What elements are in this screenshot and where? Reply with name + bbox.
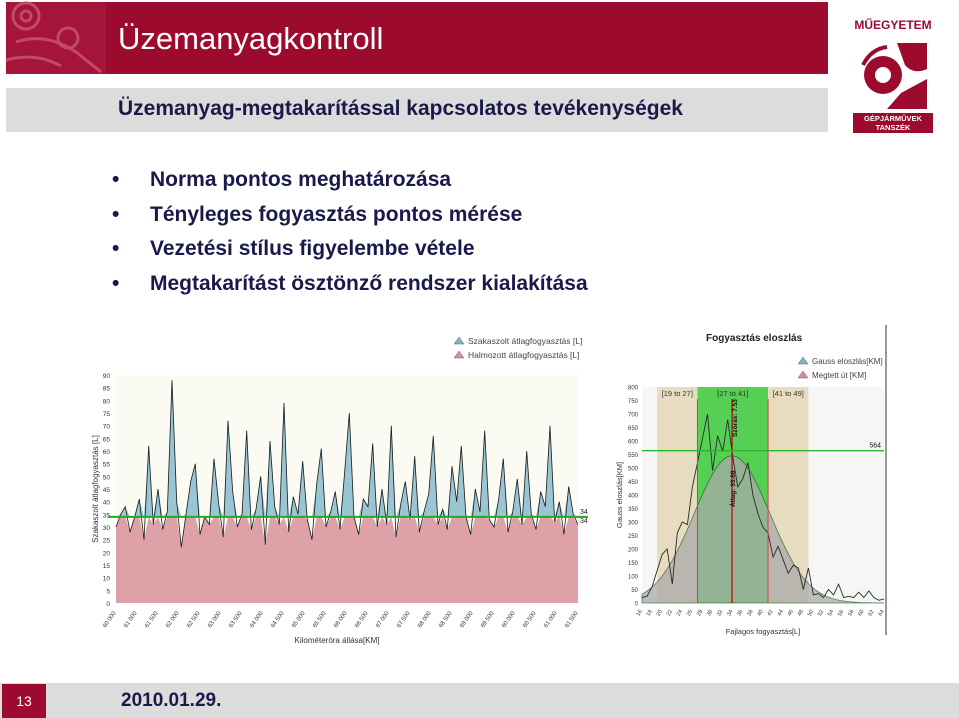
bullet-text: Norma pontos meghatározása [150,168,452,191]
x-tick-label: 68 500 [438,610,454,630]
band-label: [41 to 49] [772,389,804,398]
band-label: [27 to 41] [717,389,749,398]
x-tick-label: 60 000 [501,610,517,630]
chart-title: Fogyasztás eloszlás [706,333,803,344]
x-tick-label: 60 500 [522,610,538,630]
x-tick-label: 66 000 [333,610,349,630]
y-tick-label: 550 [627,453,638,459]
x-tick-label: 69 500 [480,610,496,630]
x-tick-label: 52 [816,609,826,618]
consumption-distribution-chart [598,325,890,640]
x-tick-label: 56 [837,609,846,618]
x-tick-label: 67 500 [396,610,412,630]
legend-label: Szakaszolt átlagfogyasztás [L] [468,336,583,346]
legend-marker [798,371,808,378]
x-tick-label: 61 500 [144,610,160,630]
bullet-text: Megtakarítást ösztönző rendszer kialakítása [150,271,588,295]
x-tick-label: 62 [867,609,876,618]
band-label: [19 to 27] [661,389,693,398]
avg-label: Átlag: 33.86 [730,470,738,507]
y-tick-label: 40 [102,499,110,507]
x-tick-label: 18 [645,609,654,618]
logo-bottom-box [853,113,933,133]
slide-date: 2010.01.29. [121,690,222,711]
bullet-item [112,168,588,203]
bullet-list [112,168,588,306]
legend-label: Halmozott átlagfogyasztás [L] [468,350,580,360]
bullet-text: Vezetési stílus figyelembe vétele [150,237,475,260]
y-tick-label: 50 [102,474,110,482]
y-tick-label: 60 [102,449,110,456]
y-tick-label: 700 [627,412,638,419]
y-tick-label: 5 [106,588,110,596]
x-tick-label: 42 [766,609,775,618]
y-tick-label: 0 [634,601,638,608]
x-tick-label: 26 [685,609,695,618]
x-tick-label: 46 [786,609,795,618]
y-tick-label: 200 [627,547,638,554]
title-bar [6,2,828,74]
x-tick-label: 61 500 [564,610,580,630]
x-tick-label: 65 500 [312,610,328,630]
x-tick-label: 66 500 [354,610,370,630]
y-tick-label: 10 [102,575,110,583]
x-tick-label: 61 000 [123,610,139,630]
x-tick-label: 60 [857,609,866,618]
y-tick-label: 20 [102,550,110,558]
y-tick-label: 450 [627,480,638,486]
reference-label: 564 [869,442,881,450]
car-silhouette-icon [6,2,106,74]
bullet-icon: • [112,271,120,295]
legend-label: Gauss eloszlás[KM] [812,357,883,366]
y-tick-label: 80 [102,398,110,406]
bullet-item [112,237,588,272]
slide-subtitle: Üzemanyag-megtakarítással kapcsolatos tevékenységek [118,97,683,120]
x-tick-label: 24 [675,609,685,618]
y-tick-label: 650 [627,426,638,432]
y-tick-label: 65 [102,436,110,444]
x-tick-label: 63 000 [207,610,223,630]
university-logo [851,18,935,134]
legend-label: Megtett út [KM] [812,371,867,380]
y-tick-label: 500 [627,466,638,473]
x-tick-label: 62 000 [165,610,181,630]
x-tick-label: 68 000 [417,610,433,630]
x-tick-label: 60 000 [102,610,118,630]
x-tick-label: 64 000 [249,610,265,630]
page-number: 13 [2,684,46,718]
x-tick-label: 30 [706,609,715,618]
x-tick-label: 64 500 [270,610,286,630]
x-tick-label: 67 000 [375,610,391,630]
y-tick-label: 750 [627,399,638,405]
bullet-icon: • [112,168,120,191]
x-tick-label: 44 [776,609,785,618]
y-axis-label: Szakaszolt átlagfogyasztás [L] [91,435,100,543]
x-tick-label: 48 [796,609,806,618]
legend-marker [454,337,464,344]
x-tick-label: 34 [726,609,735,618]
y-tick-label: 0 [106,601,110,608]
legend-marker [798,357,808,364]
x-tick-label: 20 [655,609,664,618]
bullet-item [112,203,588,238]
bullet-item [112,272,588,307]
reference-label: 34 [580,508,588,516]
y-tick-label: 250 [627,534,638,540]
x-tick-label: 65 000 [291,610,307,630]
x-tick-label: 36 [736,609,745,618]
x-tick-label: 38 [746,609,755,618]
x-tick-label: 32 [716,609,725,618]
x-tick-label: 50 [806,609,816,618]
page-title: Üzemanyagkontroll [118,21,384,56]
x-tick-label: 28 [695,609,705,618]
x-tick-label: 16 [635,609,644,618]
x-tick-label: 69 000 [459,610,475,630]
wheel-logo-icon [857,35,929,111]
y-tick-label: 70 [102,423,110,431]
logo-bottom-line1: GÉPJÁRMŰVEK [864,114,922,123]
x-tick-label: 64 [877,609,886,618]
x-axis-label: Kilométeróra állása[KM] [294,636,380,645]
y-tick-label: 300 [627,520,638,527]
y-tick-label: 85 [102,385,110,393]
y-tick-label: 55 [102,461,110,469]
x-tick-label: 63 500 [228,610,244,630]
y-tick-label: 90 [102,373,110,380]
bullet-text: Tényleges fogyasztás pontos mérése [150,202,523,226]
legend-marker [454,351,464,358]
subtitle-band [6,88,828,132]
logo-bottom-line2: TANSZÉK [875,123,911,132]
y-tick-label: 800 [627,385,638,392]
x-axis-label: Fajlagos fogyasztás[L] [725,627,801,636]
y-tick-label: 100 [627,574,638,581]
x-tick-label: 40 [756,609,765,618]
reference-label: 34 [580,517,588,525]
x-tick-label: 62 500 [186,610,202,630]
y-tick-label: 15 [102,563,110,570]
y-tick-label: 50 [631,588,638,594]
consumption-timeline-chart [84,325,588,647]
x-tick-label: 61 000 [543,610,559,630]
logo-top-text: MŰEGYETEM [854,18,932,32]
x-tick-label: 54 [827,609,836,618]
y-axis-label: Gauss eloszlás[KM] [615,461,624,529]
x-tick-label: 22 [665,609,674,618]
sd-label: Szórás: 7.53 [732,399,740,437]
y-tick-label: 35 [102,512,110,520]
x-tick-label: 58 [847,609,856,618]
y-tick-label: 25 [102,537,110,545]
bullet-icon: • [112,202,120,226]
y-tick-label: 45 [102,487,110,494]
y-tick-label: 150 [627,561,638,567]
y-tick-label: 30 [102,525,110,532]
y-tick-label: 400 [627,493,638,500]
bullet-icon: • [112,237,120,260]
y-tick-label: 75 [102,411,110,418]
y-tick-label: 350 [627,507,638,513]
y-tick-label: 600 [627,439,638,446]
header-car-graphic [6,2,106,74]
